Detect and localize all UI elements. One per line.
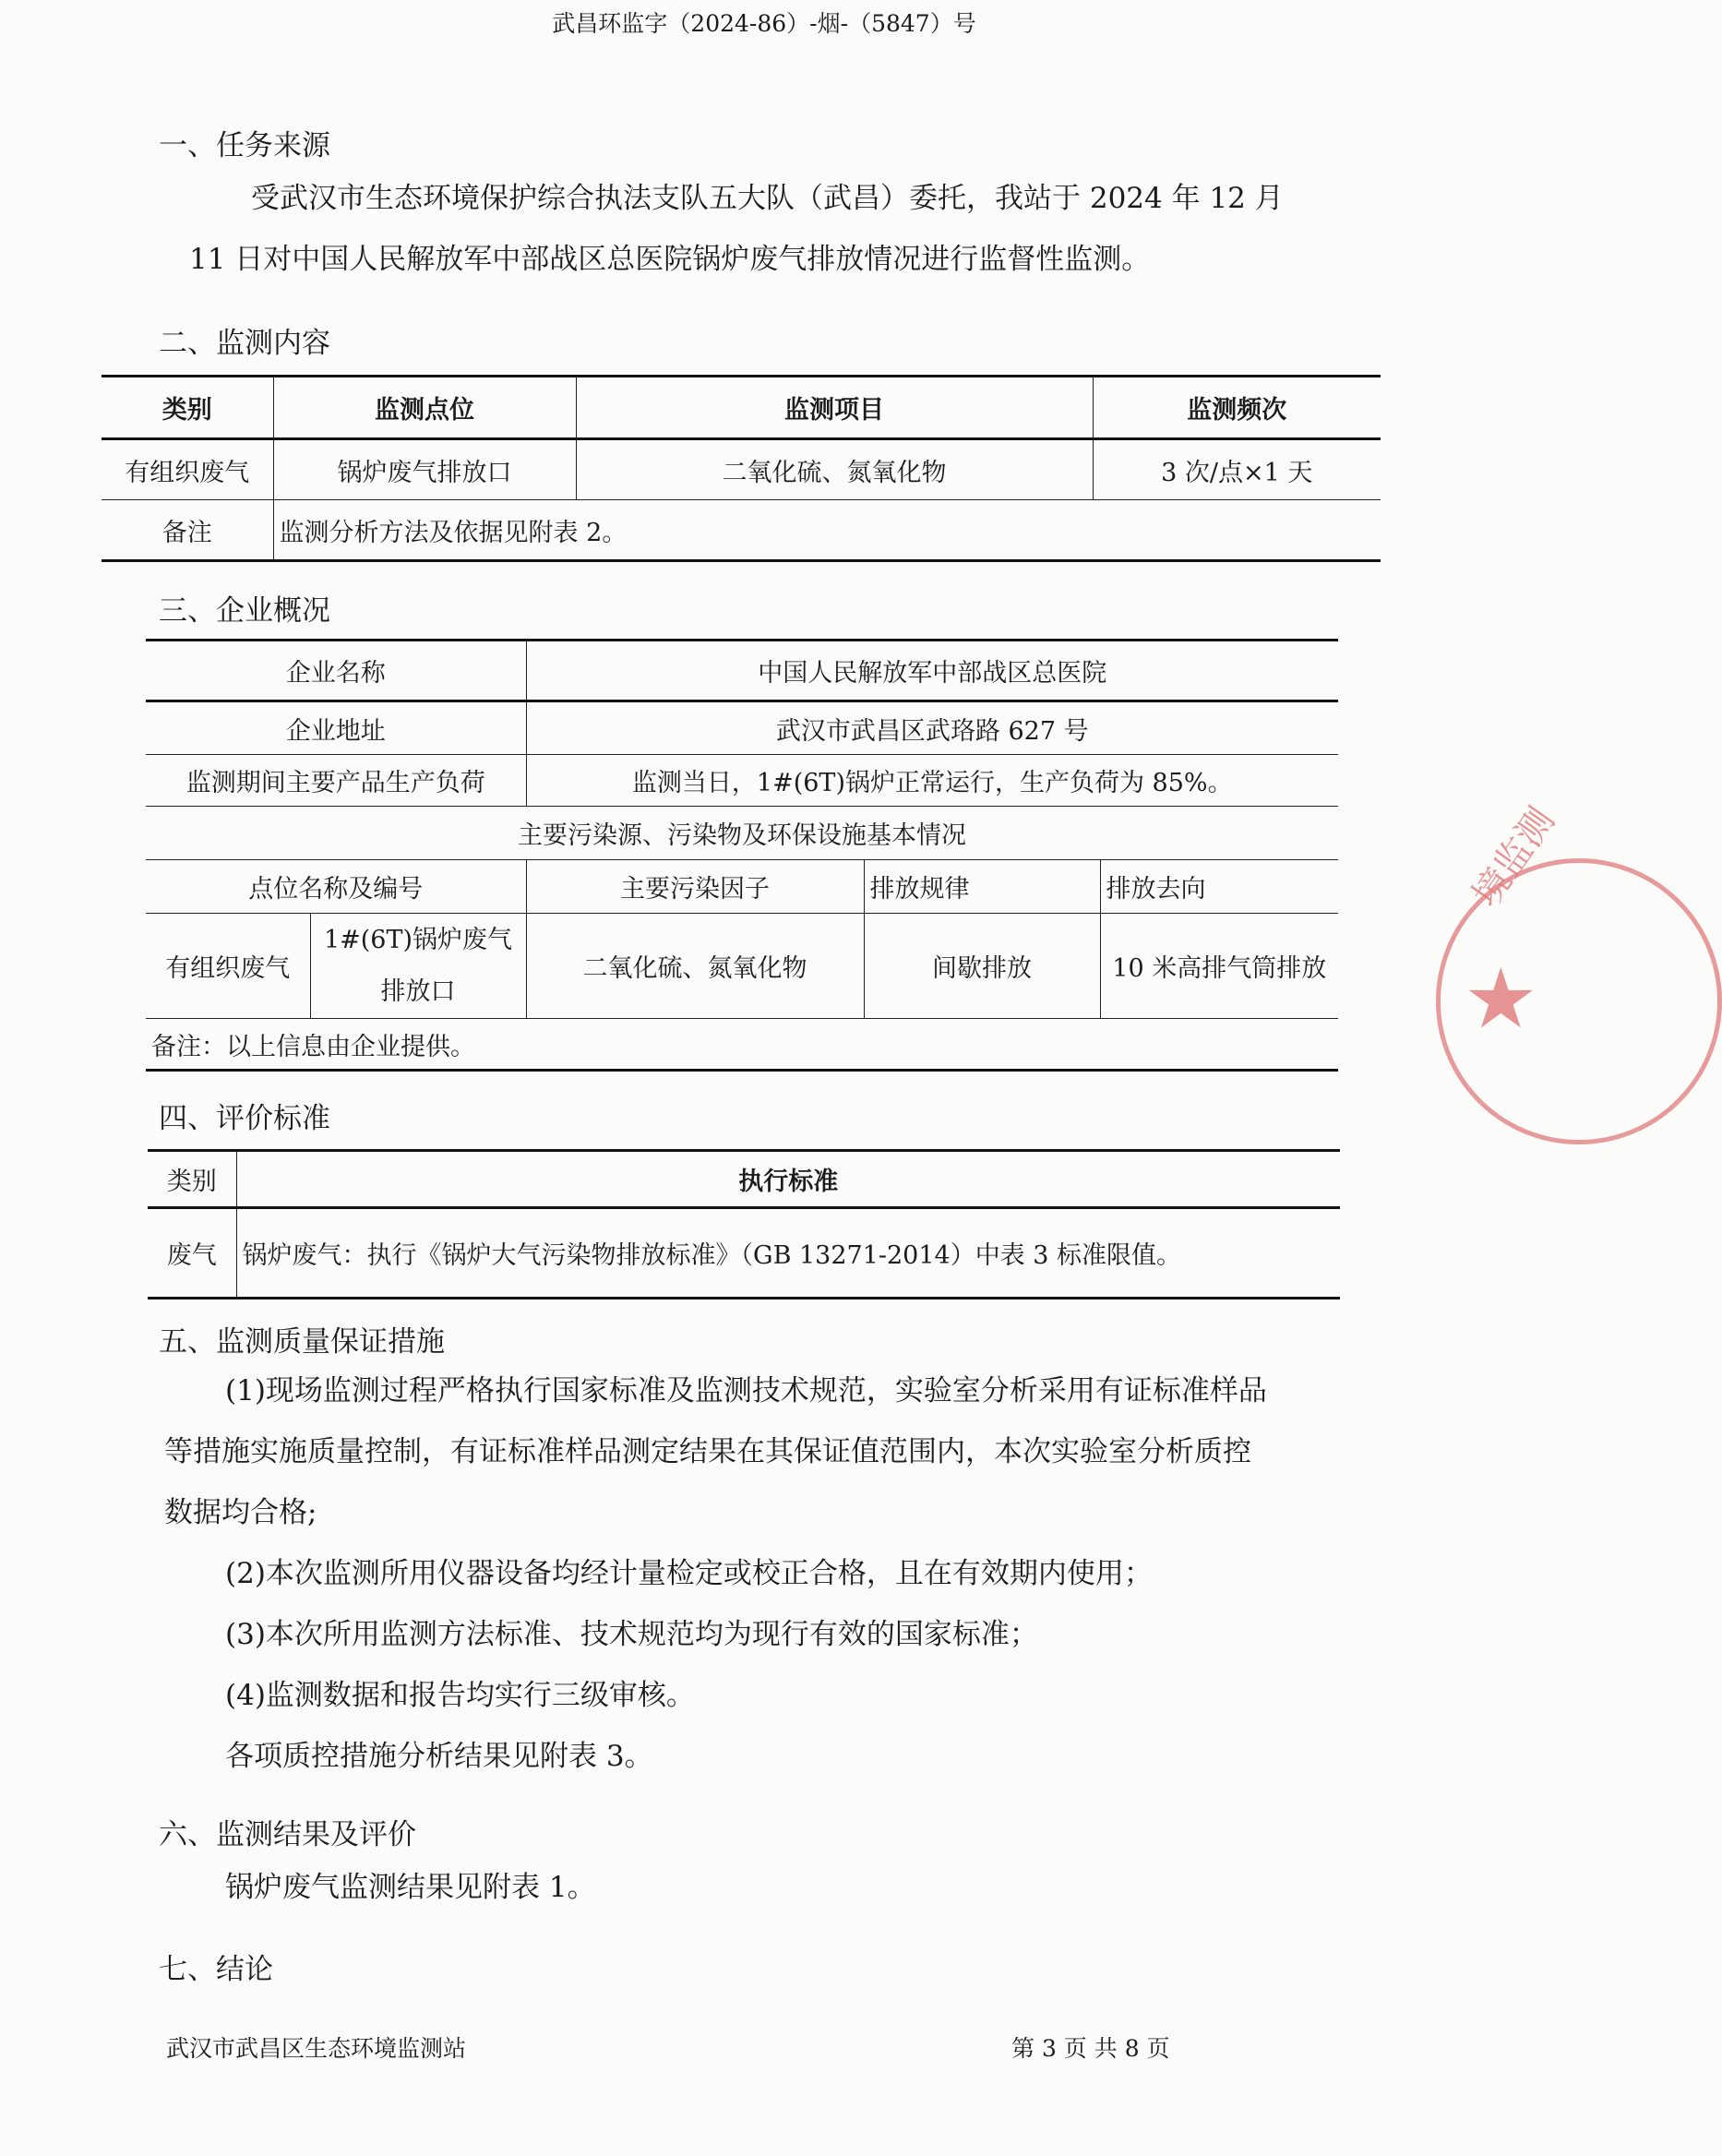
- col-category: 类别: [102, 377, 273, 439]
- cell-source-point: [310, 914, 526, 1019]
- production-load-label: 监测期间主要产品生产负荷: [146, 755, 526, 807]
- s1-line1: 受武汉市生态环境保护综合执法支队五大队（武昌）委托，我站于 2024 年 12 月: [251, 182, 1284, 215]
- s6-p1: 锅炉废气监测结果见附表 1。: [225, 1871, 596, 1904]
- cell-point: 锅炉废气排放口: [273, 439, 576, 500]
- enterprise-address-row: [146, 701, 1338, 755]
- section-2-heading: 二、监测内容: [159, 327, 330, 360]
- section-3-heading: 三、企业概况: [159, 594, 330, 628]
- note-label: 备注: [102, 500, 273, 561]
- enterprise-address-label: 企业地址: [146, 701, 526, 755]
- production-load-value: 监测当日，1#(6T)锅炉正常运行，生产负荷为 85%。: [526, 755, 1338, 807]
- cell-standard-value: 锅炉废气：执行《锅炉大气污染物排放标准》（GB 13271-2014）中表 3 标准限值。: [236, 1208, 1340, 1299]
- s1-line2: 11 日对中国人民解放军中部战区总医院锅炉废气排放情况进行监督性监测。: [189, 243, 1151, 276]
- seal-star-icon: ★: [1464, 951, 1538, 1048]
- footer-organization: 武汉市武昌区生态环境监测站: [166, 2035, 467, 2062]
- col-standard: 执行标准: [236, 1151, 1340, 1208]
- cell-item: 二氧化硫、氮氧化物: [576, 439, 1093, 500]
- monitoring-content-table: [102, 375, 1381, 562]
- document-number: 武昌环监字（2024-86）-烟-（5847）号: [552, 10, 976, 37]
- enterprise-overview-table: [146, 639, 1338, 1072]
- enterprise-note-row: [146, 1019, 1338, 1071]
- pollution-subtitle-row: [146, 807, 1338, 860]
- enterprise-note: 备注：以上信息由企业提供。: [146, 1019, 1338, 1071]
- section-5-heading: 五、监测质量保证措施: [159, 1325, 445, 1359]
- s5-p4: (4)监测数据和报告均实行三级审核。: [225, 1679, 695, 1712]
- s5-p5: 各项质控措施分析结果见附表 3。: [225, 1740, 653, 1773]
- cell-category: 有组织废气: [102, 439, 273, 500]
- col-point: 监测点位: [273, 377, 576, 439]
- col-standard-category: 类别: [148, 1151, 236, 1208]
- production-load-row: [146, 755, 1338, 807]
- cell-emission-destination: 10 米高排气筒排放: [1100, 914, 1338, 1019]
- pollution-subtitle: 主要污染源、污染物及环保设施基本情况: [146, 807, 1338, 860]
- section-4-heading: 四、评价标准: [159, 1102, 330, 1135]
- col-point-name: 点位名称及编号: [146, 860, 526, 914]
- s5-p1-line3: 数据均合格;: [164, 1496, 317, 1529]
- evaluation-standard-table: [148, 1149, 1340, 1300]
- note-text: 监测分析方法及依据见附表 2。: [273, 500, 1381, 561]
- enterprise-name-value: 中国人民解放军中部战区总医院: [526, 641, 1338, 701]
- table-row: [146, 914, 1338, 1019]
- col-item: 监测项目: [576, 377, 1093, 439]
- s5-p1-line2: 等措施实施质量控制，有证标准样品测定结果在其保证值范围内，本次实验室分析质控: [164, 1435, 1251, 1468]
- table-row: [102, 439, 1381, 500]
- cell-source-point-line1: 1#(6T)锅炉废气: [323, 925, 513, 954]
- enterprise-name-row: [146, 641, 1338, 701]
- col-pollution-factor: 主要污染因子: [526, 860, 864, 914]
- col-emission-destination: 排放去向: [1100, 860, 1338, 914]
- section-7-heading: 七、结论: [159, 1953, 273, 1986]
- section-6-heading: 六、监测结果及评价: [159, 1818, 416, 1851]
- official-seal-text: 境监测: [1465, 799, 1563, 916]
- s5-p3: (3)本次所用监测方法标准、技术规范均为现行有效的国家标准；: [225, 1618, 1038, 1651]
- cell-source-point-line2: 排放口: [380, 976, 456, 1006]
- cell-source-category: 有组织废气: [146, 914, 310, 1019]
- pollution-header-row: [146, 860, 1338, 914]
- cell-emission-pattern: 间歇排放: [864, 914, 1100, 1019]
- s5-p1-line1: (1)现场监测过程严格执行国家标准及监测技术规范，实验室分析采用有证标准样品: [225, 1374, 1267, 1407]
- cell-frequency: 3 次/点×1 天: [1093, 439, 1381, 500]
- s5-p2: (2)本次监测所用仪器设备均经计量检定或校正合格，且在有效期内使用；: [225, 1557, 1153, 1590]
- cell-pollution-factor: 二氧化硫、氮氧化物: [526, 914, 864, 1019]
- enterprise-name-label: 企业名称: [146, 641, 526, 701]
- col-emission-pattern: 排放规律: [864, 860, 1100, 914]
- enterprise-address-value: 武汉市武昌区武珞路 627 号: [526, 701, 1338, 755]
- section-1-heading: 一、任务来源: [159, 129, 330, 162]
- standard-header-row: [148, 1151, 1340, 1208]
- table-row: [148, 1208, 1340, 1299]
- col-frequency: 监测频次: [1093, 377, 1381, 439]
- footer-page-number: 第 3 页 共 8 页: [1011, 2035, 1170, 2062]
- table-header-row: [102, 377, 1381, 439]
- cell-standard-category: 废气: [148, 1208, 236, 1299]
- table-note-row: [102, 500, 1381, 561]
